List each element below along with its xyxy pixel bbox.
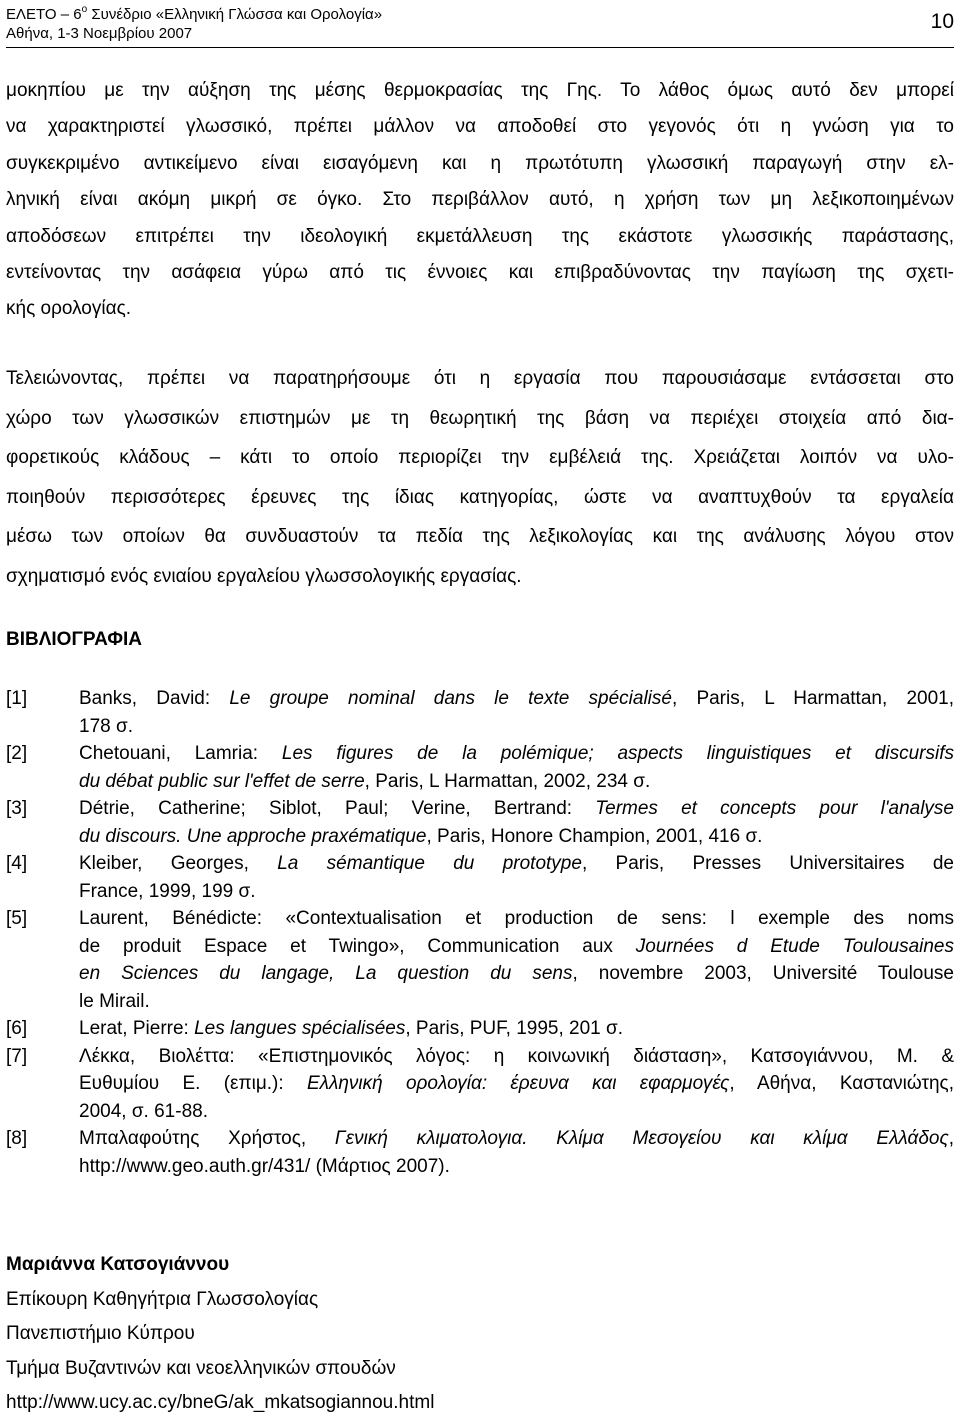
reference-text: Chetouani, Lamria: xyxy=(79,743,282,764)
paragraph-line: φορετικούς κλάδους – κάτι το οποίο περιορίζει την εμβέλειά της. Χρειάζεται λοιπόν να υλο- xyxy=(6,447,954,469)
reference-line xyxy=(79,933,954,961)
reference-line xyxy=(79,1098,954,1126)
paragraph-line: ληνική είναι ακόμη μικρή σε όγκο. Στο περιβάλλον αυτό, η χρήση των μη λεξικοποιημένων xyxy=(6,189,954,211)
paragraph-line: συγκεκριμένο αντικείμενο είναι εισαγόμενη και η πρωτότυπη γλωσσική παραγωγή στην ελ- xyxy=(6,152,954,174)
reference-line xyxy=(79,685,954,713)
reference-line xyxy=(79,960,954,988)
reference-line xyxy=(79,823,954,851)
reference-line xyxy=(79,988,954,1016)
reference-line xyxy=(79,1015,954,1043)
running-header xyxy=(6,6,954,46)
reference-line xyxy=(79,713,954,741)
author-title: Επίκουρη Καθηγήτρια Γλωσσολογίας xyxy=(6,1288,319,1310)
page-number: 10 xyxy=(930,10,954,33)
author-signature xyxy=(6,1248,906,1421)
reference-line xyxy=(79,905,954,933)
reference-text: de produit Espace et Twingo», Communication aux xyxy=(79,935,636,957)
conference-location-date: Αθήνα, 1-3 Νοεμβρίου 2007 xyxy=(6,25,193,42)
reference-text: Détrie, Catherine; Siblot, Paul; Verine, Bertrand: xyxy=(79,798,596,819)
reference-text: , novembre 2003, Université Toulouse xyxy=(572,963,954,984)
reference-italic-text: du débat public sur l'effet de serre xyxy=(79,770,365,792)
reference-item xyxy=(6,1015,954,1043)
reference-text: , Paris, PUF, 1995, 201 σ. xyxy=(405,1018,624,1039)
reference-text: Laurent, Bénédicte: «Contextualisation et production de sens: l exemple des noms xyxy=(79,908,954,929)
reference-line xyxy=(79,878,954,906)
reference-italic-text: Les figures de la polémique; aspects linguistiques et discursifs xyxy=(281,743,954,764)
reference-item xyxy=(6,1125,954,1180)
paragraph-line: μοκηπίου με την αύξηση της μέσης θερμοκρασίας της Γης. Το λάθος όμως αυτό δεν μπορεί xyxy=(6,80,954,101)
reference-text: , xyxy=(948,1128,954,1149)
paragraph-line: ποιηθούν περισσότερες έρευνες της ίδιας κατηγορίας, ώστε να αναπτυχθούν τα εργαλεία xyxy=(6,486,954,508)
reference-italic-text: Journées d Etude Toulousaines xyxy=(635,935,955,957)
body-paragraph-2 xyxy=(6,359,954,597)
paragraph-line: μέσω των οποίων θα συνδυαστούν τα πεδία της λεξικολογίας και της ανάλυσης λόγου στον xyxy=(6,526,954,548)
reference-italic-text: Ελληνική ορολογία: έρευνα και εφαρμογές xyxy=(306,1073,730,1094)
reference-number: [2] xyxy=(6,743,28,764)
reference-number: [5] xyxy=(6,908,28,929)
reference-item xyxy=(6,850,954,905)
reference-number: [3] xyxy=(6,798,28,819)
reference-text: Kleiber, Georges, xyxy=(79,853,278,874)
conference-ordinal: ο xyxy=(81,4,88,15)
reference-text: France, 1999, 199 σ. xyxy=(79,880,256,902)
bibliography-heading: ΒΙΒΛΙΟΓΡΑΦΙΑ xyxy=(6,629,142,650)
reference-line xyxy=(79,1070,954,1098)
reference-line xyxy=(79,795,954,823)
reference-item xyxy=(6,1043,954,1126)
reference-line xyxy=(79,768,954,796)
paragraph-line: σχηματισμό ενός ενιαίου εργαλείου γλωσσολογικής εργασίας. xyxy=(6,565,522,587)
reference-italic-text: du discours. Une approche praxématique xyxy=(79,825,427,847)
reference-text: Lerat, Pierre: xyxy=(79,1018,195,1039)
reference-number: [8] xyxy=(6,1128,28,1149)
reference-italic-text: en Sciences du langage, La question du sens xyxy=(79,963,573,984)
reference-line xyxy=(79,1125,954,1153)
author-institution: Πανεπιστήμιο Κύπρου xyxy=(6,1323,195,1344)
reference-line xyxy=(79,850,954,878)
reference-text: Λέκκα, Βιολέττα: «Επιστημονικός λόγος: η κοινωνική διάσταση», Κατσογιάννου, Μ. & xyxy=(79,1045,954,1067)
reference-italic-text: Les langues spécialisées xyxy=(194,1018,406,1039)
reference-italic-text: Γενική κλιματολογια. Κλίμα Μεσογείου και κλίμα Ελλάδος xyxy=(334,1128,949,1149)
paragraph-line: να χαρακτηριστεί γλωσσικό, πρέπει μάλλον να αποδοθεί στο γεγονός ότι η γνώση για το xyxy=(6,116,954,138)
reference-item xyxy=(6,905,954,1015)
reference-text: 178 σ. xyxy=(79,715,133,737)
reference-text: 2004, σ. 61-88. xyxy=(79,1100,208,1122)
conference-title-suffix: Συνέδριο «Ελληνική Γλώσσα και Ορολογία» xyxy=(87,6,383,23)
reference-text: le Mirail. xyxy=(79,990,150,1012)
reference-number: [1] xyxy=(6,688,28,709)
reference-text: Ευθυμίου Ε. (επιμ.): xyxy=(79,1073,307,1094)
paragraph-line: Τελειώνοντας, πρέπει να παρατηρήσουμε ότι η εργασία που παρουσιάσαμε εντάσσεται στο xyxy=(6,368,954,389)
reference-italic-text: Termes et concepts pour l'analyse xyxy=(595,798,954,819)
reference-number: [7] xyxy=(6,1045,28,1067)
reference-text: Banks, David: xyxy=(79,688,230,709)
reference-text: , Paris, Presses Universitaires de xyxy=(581,853,954,874)
reference-line xyxy=(79,740,954,768)
reference-number: [6] xyxy=(6,1018,28,1039)
reference-line xyxy=(79,1043,954,1071)
reference-italic-text: La sémantique du prototype xyxy=(277,853,582,874)
reference-number: [4] xyxy=(6,853,28,874)
paragraph-line: εντείνοντας την ασάφεια γύρω από τις έννοιες και επιβραδύνοντας την παγίωση της σχετι- xyxy=(6,262,954,284)
reference-text: , Paris, Honore Champion, 2001, 416 σ. xyxy=(426,825,763,847)
reference-item xyxy=(6,795,954,850)
author-url[interactable]: http://www.ucy.ac.cy/bneG/ak_mkatsogiannou.html xyxy=(6,1392,435,1413)
paragraph-line: χώρο των γλωσσικών επιστημών με τη θεωρητική της βάση να περιέχει στοιχεία από δια- xyxy=(6,407,954,429)
paragraph-line: αποδόσεων επιτρέπει την ιδεολογική εκμετάλλευση της εκάστοτε γλωσσικής παράστασης, xyxy=(6,225,954,247)
conference-title xyxy=(6,6,382,24)
reference-text: , Αθήνα, Καστανιώτης, xyxy=(729,1073,954,1094)
author-name: Μαριάννα Κατσογιάννου xyxy=(6,1254,230,1275)
reference-text: http://www.geo.auth.gr/431/ (Μάρτιος 2007). xyxy=(79,1155,450,1177)
author-department: Τμήμα Βυζαντινών και νεοελληνικών σπουδών xyxy=(6,1357,396,1379)
conference-title-prefix: ΕΛΕΤΟ – 6 xyxy=(6,6,82,23)
reference-text: Μπαλαφούτης Χρήστος, xyxy=(79,1128,335,1149)
paragraph-line: κής ορολογίας. xyxy=(6,298,132,320)
header-divider xyxy=(6,47,954,48)
body-paragraph-1 xyxy=(6,73,954,328)
reference-line xyxy=(79,1153,954,1181)
reference-text: , Paris, L Harmattan, 2001, xyxy=(671,688,954,709)
reference-list xyxy=(6,685,954,1180)
reference-item xyxy=(6,740,954,795)
reference-italic-text: Le groupe nominal dans le texte spécialisé xyxy=(229,688,672,709)
reference-text: , Paris, L Harmattan, 2002, 234 σ. xyxy=(364,770,651,792)
reference-item xyxy=(6,685,954,740)
